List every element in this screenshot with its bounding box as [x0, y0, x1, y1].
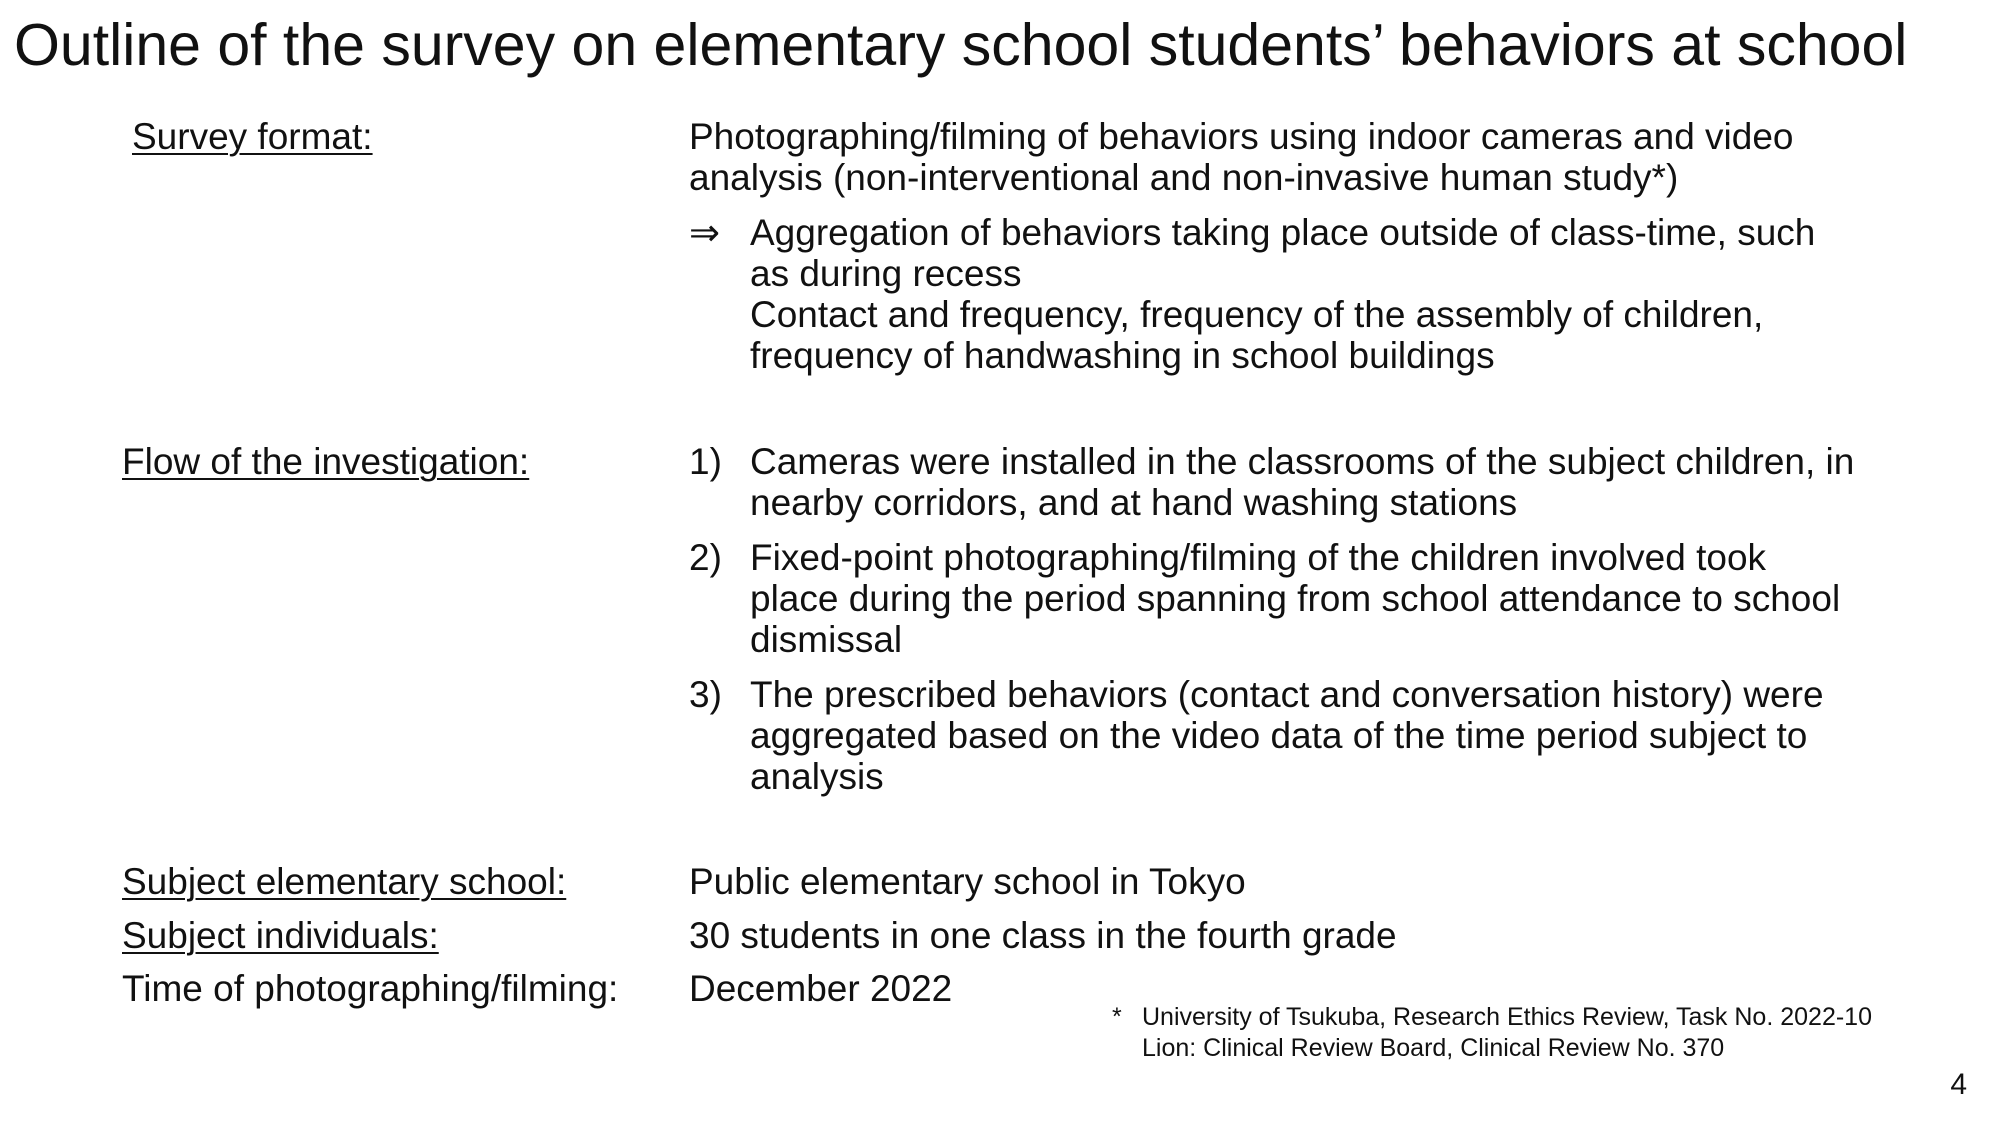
slide-title: Outline of the survey on elementary school students’ behaviors at school	[14, 12, 1908, 78]
survey-format-line: analysis (non-interventional and non-invasive human study*)	[689, 157, 1679, 198]
footnote-marker: *	[1112, 1003, 1122, 1031]
step-number: 2)	[689, 537, 722, 578]
subject-individuals-label: Subject individuals:	[122, 915, 439, 956]
filming-time-value: December 2022	[689, 968, 953, 1009]
step-line: place during the period spanning from school attendance to school	[750, 578, 1841, 619]
subject-individuals-value: 30 students in one class in the fourth grade	[689, 915, 1397, 956]
filming-time-label	[122, 968, 718, 1009]
step-line: nearby corridors, and at hand washing stations	[750, 482, 1518, 523]
subject-school-label: Subject elementary school:	[122, 861, 567, 902]
step-line: analysis	[750, 756, 884, 797]
footnote-line: University of Tsukuba, Research Ethics Review, Task No. 2022-10	[1142, 1003, 1872, 1031]
survey-format-line: Photographing/filming of behaviors using indoor cameras and video	[689, 116, 1794, 157]
step-number: 3)	[689, 674, 722, 715]
subject-school-value: Public elementary school in Tokyo	[689, 861, 1246, 902]
step-line: Cameras were installed in the classrooms of the subject children, in	[750, 441, 1855, 482]
implies-arrow-icon: ⇒	[689, 212, 721, 253]
step-number: 1)	[689, 441, 722, 482]
survey-result-line: frequency of handwashing in school buildings	[750, 335, 1495, 376]
step-line: aggregated based on the video data of the time period subject to	[750, 715, 1808, 756]
ethics-footnote	[1112, 1002, 1872, 1064]
survey-format-content	[689, 116, 1939, 390]
flow-steps	[689, 441, 1939, 811]
step-line: Fixed-point photographing/filming of the children involved took	[750, 537, 1767, 578]
flow-step	[689, 441, 1939, 523]
step-line: The prescribed behaviors (contact and conversation history) were	[750, 674, 1824, 715]
survey-result-line: Contact and frequency, frequency of the assembly of children,	[750, 294, 1764, 335]
step-line: dismissal	[750, 619, 903, 660]
filming-time-label-text: Time of photographing/filming:	[122, 968, 619, 1009]
flow-label: Flow of the investigation:	[122, 441, 530, 482]
footnote-line: Lion: Clinical Review Board, Clinical Review No. 370	[1142, 1034, 1725, 1062]
flow-step	[689, 674, 1939, 797]
survey-format-description	[689, 116, 1939, 198]
flow-step	[689, 537, 1939, 660]
survey-result-line: as during recess	[750, 253, 1022, 294]
survey-format-result	[689, 212, 1939, 376]
survey-format-label: Survey format:	[132, 116, 373, 157]
survey-result-line: Aggregation of behaviors taking place outside of class-time, such	[750, 212, 1816, 253]
page-number: 4	[1950, 1068, 1967, 1101]
